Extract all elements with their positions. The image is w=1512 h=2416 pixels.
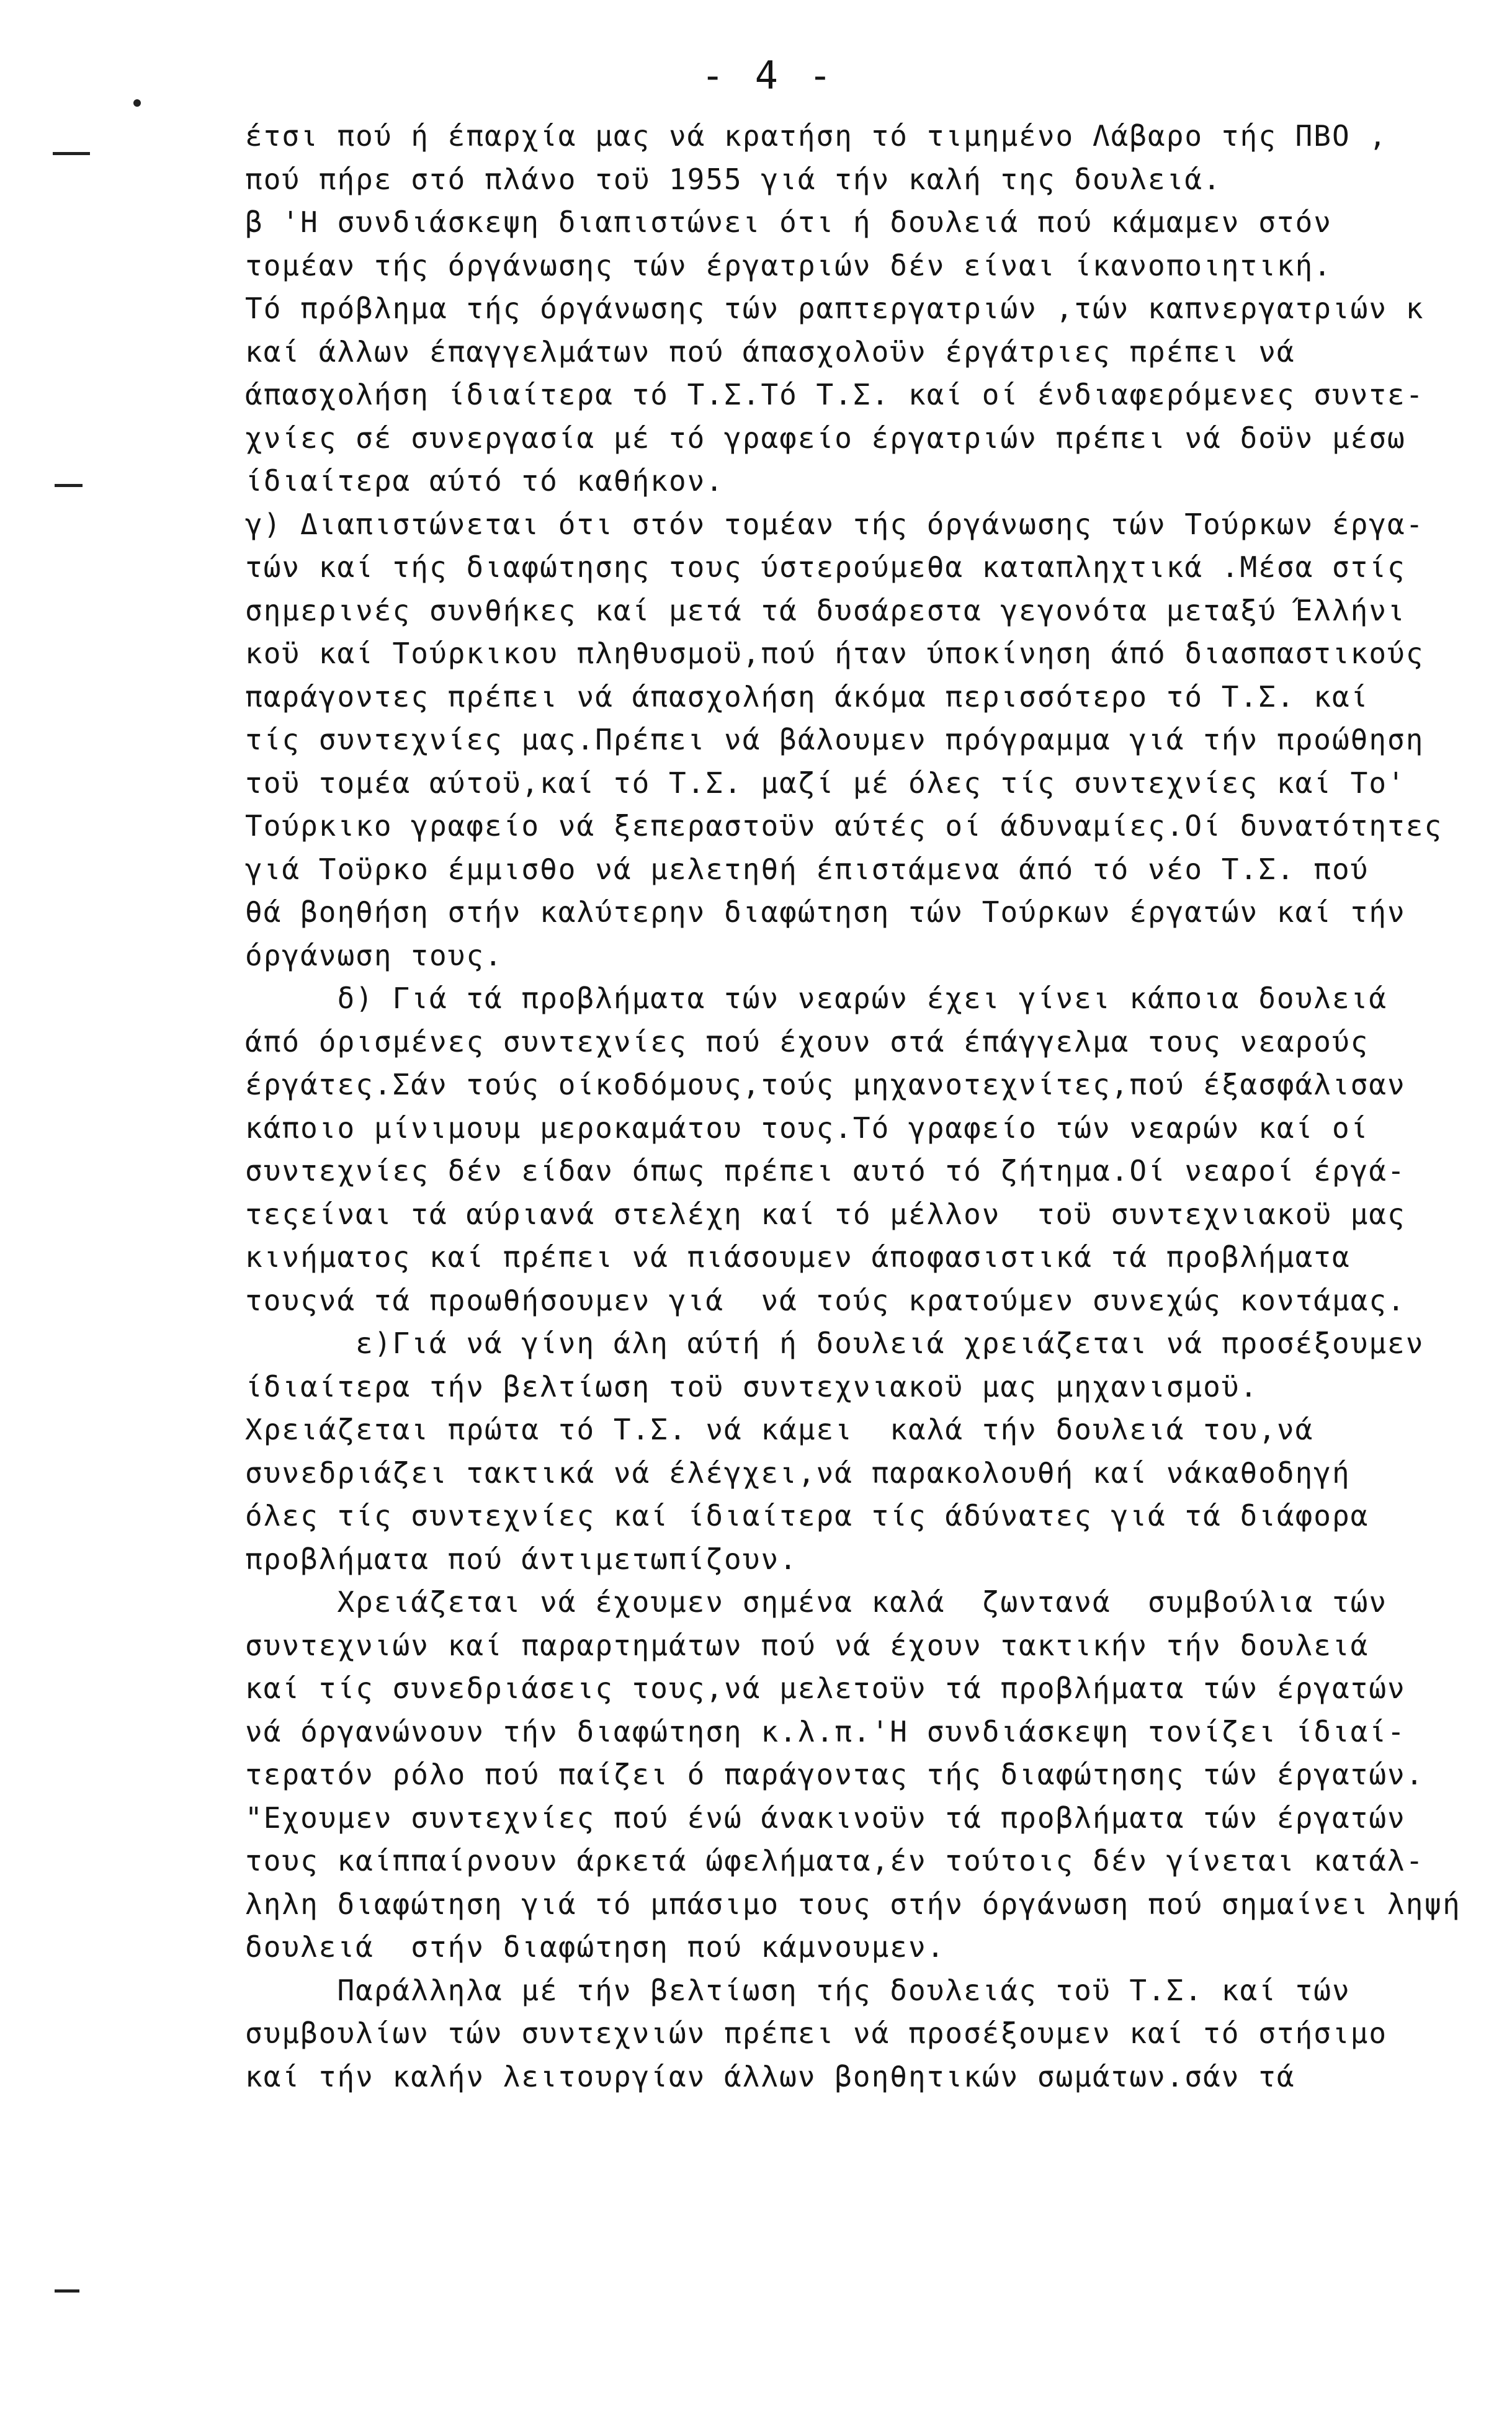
- text-line: "Εχουμεν συντεχνίες πού ένώ άνακινοϋν τά προβλήματα τών έργατών: [245, 1801, 1406, 1835]
- text-line: τους καίππαίρνουν άρκετά ώφελήματα,έν τούτοις δέν γίνεται κατάλ-: [245, 1844, 1425, 1877]
- text-line: τουςνά τά προωθήσουμεν γιά νά τούς κρατούμεν συνεχώς κοντάμας.: [245, 1283, 1406, 1317]
- text-line: καί άλλων έπαγγελμάτων πού άπασχολοϋν έργάτριες πρέπει νά: [245, 334, 1295, 369]
- text-line: ίδιαίτερα τήν βελτίωση τοϋ συντεχνιακοϋ μας μηχανισμοϋ.: [245, 1369, 1259, 1403]
- text-line: συντεχνιών καί παραρτημάτων πού νά έχουν τακτικήν τήν δουλειά: [245, 1628, 1369, 1662]
- text-line: ληλη διαφώτηση γιά τό μπάσιμο τους στήν όργάνωση πού σημαίνει ληψή: [245, 1887, 1461, 1921]
- text-line: συνεδριάζει τακτικά νά έλέγχει,νά παρακολουθή καί νάκαθοδηγή: [245, 1456, 1351, 1490]
- margin-mark: [133, 99, 141, 107]
- text-line: προβλήματα πού άντιμετωπίζουν.: [245, 1542, 798, 1576]
- text-line: καί τίς συνεδριάσεις τους,νά μελετοϋν τά προβλήματα τών έργατών: [245, 1671, 1406, 1705]
- text-line: τομέαν τής όργάνωσης τών έργατριών δέν είναι ίκανοποιητική.: [245, 248, 1332, 282]
- text-line: τοϋ τομέα αύτοϋ,καί τό Τ.Σ. μαζί μέ όλες τίς συντεχνίες καί Το': [245, 766, 1406, 800]
- page-number: - 4 -: [701, 53, 836, 98]
- margin-mark: [55, 484, 83, 487]
- text-line: δουλειά στήν διαφώτηση πού κάμνουμεν.: [245, 1930, 946, 1964]
- text-line: κοϋ καί Τούρκικου πληθυσμοϋ,πού ήταν ύποκίνηση άπό διασπαστικούς: [245, 637, 1425, 670]
- text-line: κινήματος καί πρέπει νά πιάσουμεν άποφασιστικά τά προβλήματα: [245, 1240, 1351, 1274]
- text-line: όλες τίς συντεχνίες καί ίδιαίτερα τίς άδύνατες γιά τά διάφορα: [245, 1499, 1369, 1532]
- text-line: σημερινές συνθήκες καί μετά τά δυσάρεστα γεγονότα μεταξύ Έλλήνι: [245, 593, 1406, 627]
- text-line: τίς συντεχνίες μας.Πρέπει νά βάλουμεν πρόγραμμα γιά τήν προώθηση: [245, 723, 1425, 756]
- text-line: συντεχνίες δέν είδαν όπως πρέπει αυτό τό ζήτημα.Οί νεαροί έργά-: [245, 1154, 1406, 1188]
- text-line: ίδιαίτερα αύτό τό καθήκον.: [245, 464, 725, 498]
- margin-mark: [53, 152, 90, 155]
- text-line: δ) Γιά τά προβλήματα τών νεαρών έχει γίνει κάποια δουλειά: [245, 982, 1388, 1015]
- text-line: β 'Η συνδιάσκεψη διαπιστώνει ότι ή δουλειά πού κάμαμεν στόν: [245, 205, 1332, 239]
- text-line: έτσι πού ή έπαρχία μας νά κρατήση τό τιμημένο Λάβαρο τής ΠΒΟ ,: [245, 119, 1388, 153]
- text-line: χνίες σέ συνεργασία μέ τό γραφείο έργατριών πρέπει νά δοϋν μέσω: [245, 421, 1406, 455]
- text-line: άπό όρισμένες συντεχνίες πού έχουν στά έπάγγελμα τους νεαρούς: [245, 1024, 1369, 1058]
- document-body: [245, 115, 1492, 2098]
- text-line: Χρειάζεται πρώτα τό Τ.Σ. νά κάμει καλά τήν δουλειά του,νά: [245, 1413, 1314, 1446]
- text-line: κάποιο μίνιμουμ μεροκαμάτου τους.Τό γραφείο τών νεαρών καί οί: [245, 1111, 1369, 1145]
- text-line: τών καί τής διαφώτησης τους ύστερούμεθα καταπληχτικά .Μέσα στίς: [245, 550, 1406, 584]
- text-line: πού πήρε στό πλάνο τοϋ 1955 γιά τήν καλή της δουλειά.: [245, 162, 1222, 196]
- text-line: συμβουλίων τών συντεχνιών πρέπει νά προσέξουμεν καί τό στήσιμο: [245, 2016, 1388, 2050]
- text-line: νά όργανώνουν τήν διαφώτηση κ.λ.π.'Η συνδιάσκεψη τονίζει ίδιαί-: [245, 1714, 1406, 1748]
- text-line: άπασχολήση ίδιαίτερα τό Τ.Σ.Τό Τ.Σ. καί οί ένδιαφερόμενες συντε-: [245, 378, 1425, 411]
- text-line: ε)Γιά νά γίνη άλη αύτή ή δουλειά χρειάζεται νά προσέξουμεν: [245, 1327, 1425, 1360]
- text-line: γιά Τοϋρκο έμμισθο νά μελετηθή έπιστάμενα άπό τό νέο Τ.Σ. πού: [245, 852, 1369, 886]
- text-line: Παράλληλα μέ τήν βελτίωση τής δουλειάς τοϋ Τ.Σ. καί τών: [245, 1973, 1351, 2007]
- text-line: τερατόν ρόλο πού παίζει ό παράγοντας τής διαφώτησης τών έργατών.: [245, 1758, 1425, 1791]
- text-line: γ) Διαπιστώνεται ότι στόν τομέαν τής όργάνωσης τών Τούρκων έργα-: [245, 507, 1425, 541]
- text-line: τεςείναι τά αύριανά στελέχη καί τό μέλλον τοϋ συντεχνιακοϋ μας: [245, 1197, 1406, 1231]
- text-line: καί τήν καλήν λειτουργίαν άλλων βοηθητικών σωμάτων.σάν τά: [245, 2059, 1295, 2093]
- text-line: Τούρκικο γραφείο νά ξεπεραστοϋν αύτές οί άδυναμίες.Οί δυνατότητες: [245, 809, 1443, 843]
- text-line: θά βοηθήση στήν καλύτερην διαφώτηση τών Τούρκων έργατών καί τήν: [245, 895, 1406, 929]
- text-line: έργάτες.Σάν τούς οίκοδόμους,τούς μηχανοτεχνίτες,πού έξασφάλισαν: [245, 1068, 1406, 1101]
- margin-mark: [55, 2289, 79, 2293]
- text-line: παράγοντες πρέπει νά άπασχολήση άκόμα περισσότερο τό Τ.Σ. καί: [245, 679, 1369, 714]
- text-line: Χρειάζεται νά έχουμεν σημένα καλά ζωντανά συμβούλια τών: [245, 1585, 1388, 1619]
- text-line: Τό πρόβλημα τής όργάνωσης τών ραπτεργατριών ,τών καπνεργατριών κ: [245, 292, 1425, 325]
- text-line: όργάνωση τους.: [245, 938, 503, 972]
